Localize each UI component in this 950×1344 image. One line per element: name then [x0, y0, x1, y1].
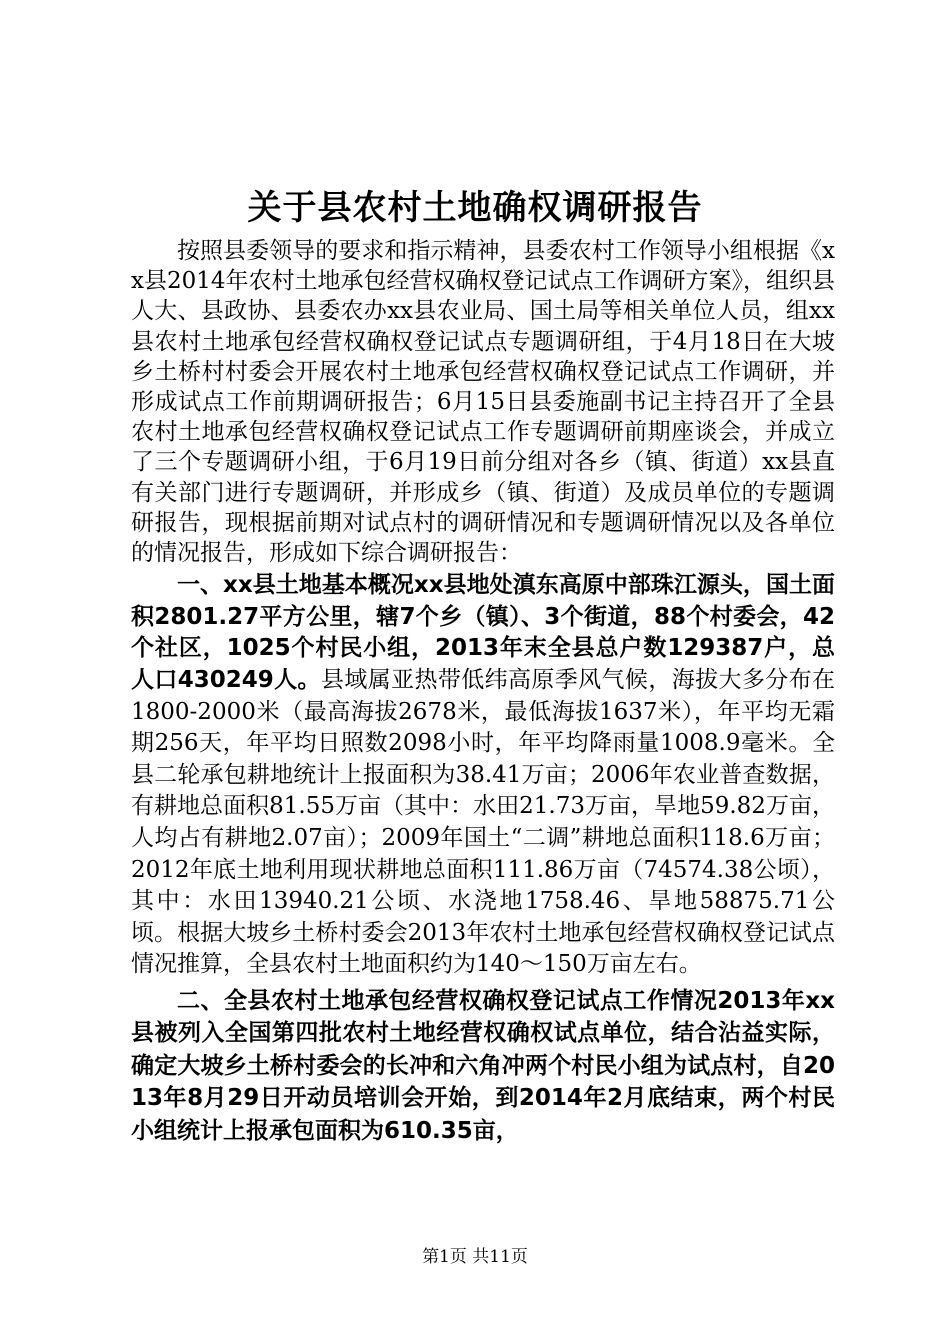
document-body [131, 236, 835, 1147]
section-1-body-text: 县域属亚热带低纬高原季风气候，海拔大多分布在1800-2000米（最高海拔2678米，最低海拔1637米），年平均无霜期256天，年平均日照数2098小时，年平均降雨量1008.9毫米。全县二轮承包耕地统计上报面积为38.41万亩；2006年农业普查数据，有耕地总面积81.55万亩（其中：水田21.73万亩，旱地59.82万亩，人均占有耕地2.07亩）；2009年国土“二调”耕地总面积118.6万亩；2012年底土地利用现状耕地总面积111.86万亩（74574.38公顷），其中：水田13940.21公顷、水浇地1758.46、旱地58875.71公顷。根据大坡乡土桥村委会2013年农村土地承包经营权确权登记试点情况推算，全县农村土地面积约为140～150万亩左右。 [131, 667, 836, 978]
paragraph-intro: 按照县委领导的要求和指示精神，县委农村工作领导小组根据《xx县2014年农村土地承包经营权确权登记试点工作调研方案》，组织县人大、县政协、县委农办xx县农业局、国土局等相关单位人员，组xx县农村土地承包经营权确权登记试点专题调研组，于4月18日在大坡乡土桥村村委会开展农村土地承包经营权确权登记试点工作调研，并形成试点工作前期调研报告；6月15日县委施副书记主持召开了全县农村土地承包经营权确权登记试点工作专题调研前期座谈会，并成立了三个专题调研小组，于6月19日前分组对各乡（镇、街道）xx县直有关部门进行专题调研，并形成乡（镇、街道）及成员单位的专题调研报告，现根据前期对试点村的调研情况和专题调研情况以及各单位的情况报告，形成如下综合调研报告： [131, 238, 836, 567]
paragraph-section-1 [131, 570, 835, 981]
section-1-heading-text: 一、xx县土地基本概况xx县地处滇东高原中部珠江源头，国土面积2801.27平方公里，辖7个乡（镇）、3个街道，88个村委会，42个社区，1025个村民小组，2013年末全县总户数129387户，总人口430249人。 [131, 572, 835, 694]
paragraph-section-2: 二、全县农村土地承包经营权确权登记试点工作情况2013年xx县被列入全国第四批农村土地经营权确权试点单位，结合沾益实际，确定大坡乡土桥村委会的长冲和六角冲两个村民小组为试点村，自2013年8月29日开动员培训会开始，到2014年2月底结束，两个村民小组统计上报承包面积为610.35亩， [131, 987, 835, 1144]
document-title: 关于县农村土地确权调研报告 [247, 188, 703, 228]
page-number-footer: 第1页 共11页 [422, 1247, 528, 1267]
